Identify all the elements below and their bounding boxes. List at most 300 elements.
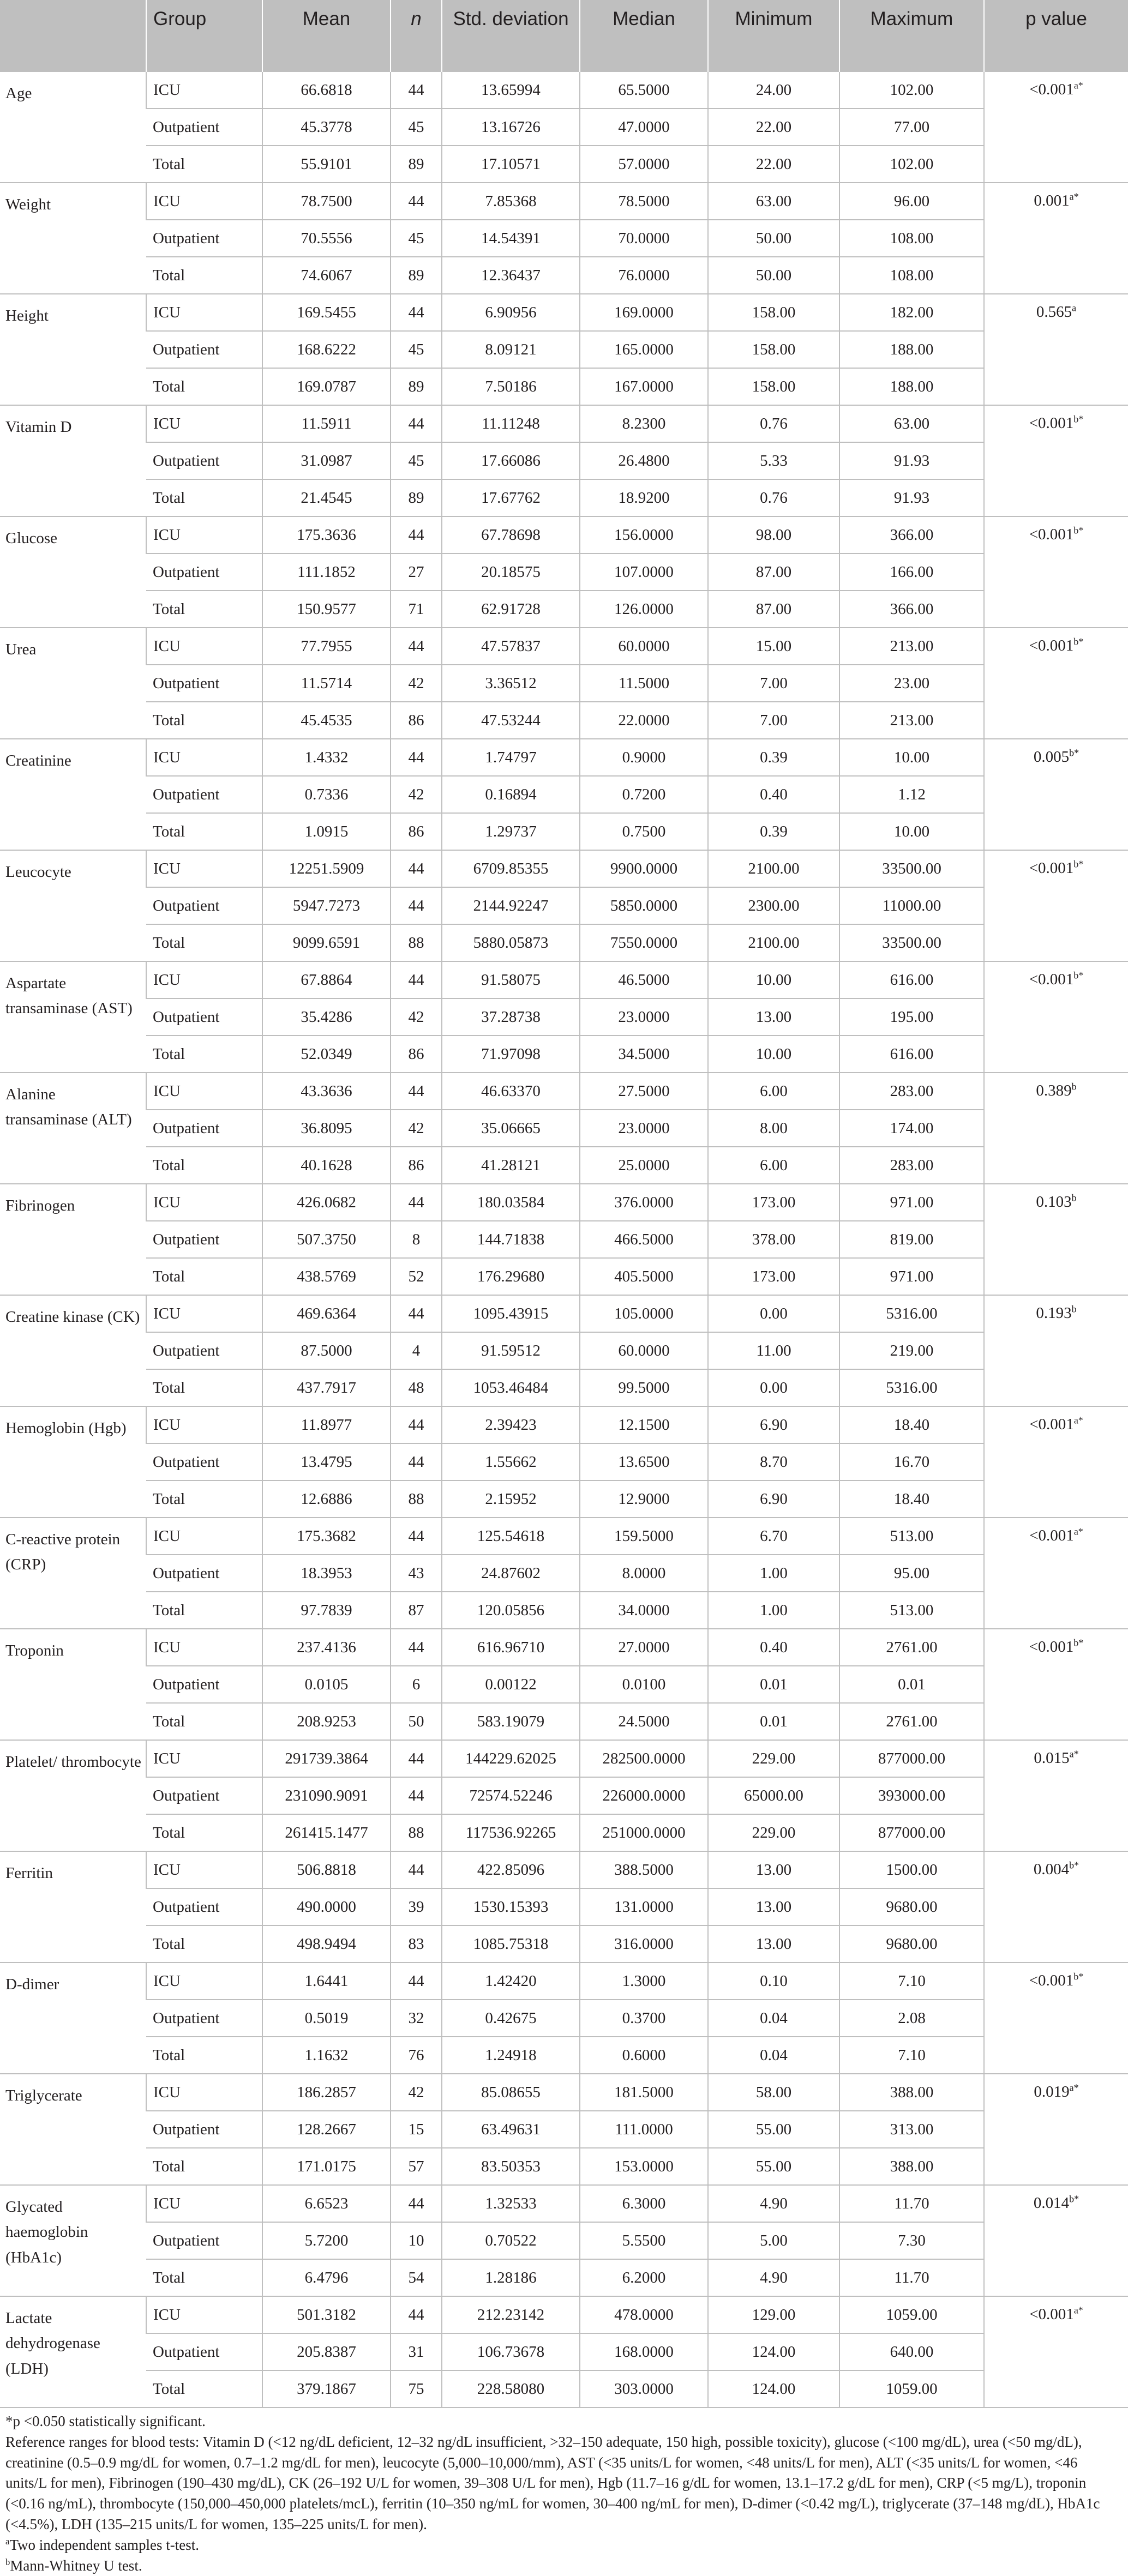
maximum-cell: 7.30 [839,2222,984,2259]
std-deviation-cell: 85.08655 [442,2074,580,2111]
header-median: Median [580,0,708,72]
table-row [0,516,1128,553]
mean-cell: 13.4795 [262,1443,391,1480]
maximum-cell: 971.00 [839,1184,984,1221]
n-cell: 31 [391,2333,442,2370]
group-cell: ICU [146,961,262,998]
table-row [0,887,1128,924]
median-cell: 0.7200 [580,776,708,813]
variable-label: Vitamin D [0,405,146,516]
minimum-cell: 0.04 [708,2000,839,2037]
table-row [0,1518,1128,1555]
table-row [0,1073,1128,1110]
std-deviation-cell: 24.87602 [442,1555,580,1592]
p-value-text: <0.001 [1029,1416,1074,1433]
maximum-cell: 5316.00 [839,1295,984,1332]
minimum-cell: 87.00 [708,553,839,591]
maximum-cell: 513.00 [839,1592,984,1629]
std-deviation-cell: 212.23142 [442,2296,580,2333]
minimum-cell: 0.40 [708,776,839,813]
p-value-footnote-marker: b* [1073,636,1084,647]
n-cell: 44 [391,1740,442,1777]
table-row [0,257,1128,294]
median-cell: 13.6500 [580,1443,708,1480]
p-value-footnote-marker: b* [1069,1859,1079,1871]
maximum-cell: 283.00 [839,1147,984,1184]
p-value-cell [984,961,1128,1073]
minimum-cell: 13.00 [708,1851,839,1888]
table-row [0,1963,1128,2000]
median-cell: 131.0000 [580,1888,708,1925]
n-cell: 89 [391,368,442,405]
maximum-cell: 91.93 [839,479,984,516]
p-value-footnote-marker: a* [1073,2304,1083,2316]
table-row [0,702,1128,739]
n-cell: 44 [391,405,442,442]
p-value-text: 0.389 [1036,1082,1072,1099]
n-cell: 44 [391,2296,442,2333]
mean-cell: 78.7500 [262,183,391,220]
table-row [0,2037,1128,2074]
p-value-cell [984,72,1128,183]
std-deviation-cell: 17.67762 [442,479,580,516]
maximum-cell: 108.00 [839,220,984,257]
group-cell: ICU [146,850,262,887]
n-cell: 87 [391,1592,442,1629]
std-deviation-cell: 1.29737 [442,813,580,850]
n-cell: 42 [391,1110,442,1147]
median-cell: 6.3000 [580,2185,708,2222]
median-cell: 23.0000 [580,998,708,1036]
group-cell: ICU [146,1740,262,1777]
table-row [0,776,1128,813]
mean-cell: 175.3636 [262,516,391,553]
maximum-cell: 1059.00 [839,2296,984,2333]
mean-cell: 1.6441 [262,1963,391,2000]
std-deviation-cell: 7.85368 [442,183,580,220]
mean-cell: 11.5911 [262,405,391,442]
maximum-cell: 108.00 [839,257,984,294]
mean-cell: 0.0105 [262,1666,391,1703]
maximum-cell: 388.00 [839,2074,984,2111]
group-cell: ICU [146,1963,262,2000]
header-minimum: Minimum [708,0,839,72]
mean-cell: 291739.3864 [262,1740,391,1777]
table-row [0,1480,1128,1518]
std-deviation-cell: 13.16726 [442,109,580,146]
table-row [0,2185,1128,2222]
median-cell: 6.2000 [580,2259,708,2296]
p-value-cell [984,1963,1128,2074]
mean-cell: 1.1632 [262,2037,391,2074]
n-cell: 71 [391,591,442,628]
n-cell: 45 [391,442,442,479]
minimum-cell: 55.00 [708,2148,839,2185]
std-deviation-cell: 1085.75318 [442,1925,580,1963]
mean-cell: 507.3750 [262,1221,391,1258]
maximum-cell: 174.00 [839,1110,984,1147]
minimum-cell: 55.00 [708,2111,839,2148]
p-value-cell [984,739,1128,850]
median-cell: 26.4800 [580,442,708,479]
minimum-cell: 1.00 [708,1592,839,1629]
std-deviation-cell: 63.49631 [442,2111,580,2148]
table-row [0,1703,1128,1740]
group-cell: Total [146,1480,262,1518]
median-cell: 5.5500 [580,2222,708,2259]
group-cell: ICU [146,516,262,553]
minimum-cell: 0.10 [708,1963,839,2000]
table-row [0,1814,1128,1851]
p-value-text: <0.001 [1029,637,1074,654]
std-deviation-cell: 11.11248 [442,405,580,442]
group-cell: Outpatient [146,109,262,146]
p-value-cell [984,2185,1128,2296]
median-cell: 27.0000 [580,1629,708,1666]
maximum-cell: 166.00 [839,553,984,591]
maximum-cell: 91.93 [839,442,984,479]
std-deviation-cell: 1.28186 [442,2259,580,2296]
minimum-cell: 6.00 [708,1147,839,1184]
minimum-cell: 24.00 [708,72,839,109]
maximum-cell: 11.70 [839,2185,984,2222]
minimum-cell: 10.00 [708,1036,839,1073]
std-deviation-cell: 1.55662 [442,1443,580,1480]
std-deviation-cell: 7.50186 [442,368,580,405]
minimum-cell: 6.70 [708,1518,839,1555]
median-cell: 405.5000 [580,1258,708,1295]
n-cell: 6 [391,1666,442,1703]
group-cell: ICU [146,1073,262,1110]
median-cell: 376.0000 [580,1184,708,1221]
table-row [0,2111,1128,2148]
table-row [0,2000,1128,2037]
maximum-cell: 11.70 [839,2259,984,2296]
mean-cell: 186.2857 [262,2074,391,2111]
p-value-text: 0.193 [1036,1304,1072,1322]
maximum-cell: 63.00 [839,405,984,442]
median-cell: 282500.0000 [580,1740,708,1777]
variable-label: Aspartate transaminase (AST) [0,961,146,1073]
maximum-cell: 313.00 [839,2111,984,2148]
std-deviation-cell: 12.36437 [442,257,580,294]
median-cell: 78.5000 [580,183,708,220]
n-cell: 88 [391,924,442,961]
minimum-cell: 8.00 [708,1110,839,1147]
n-cell: 44 [391,1777,442,1814]
std-deviation-cell: 0.00122 [442,1666,580,1703]
p-value-text: 0.019 [1034,2083,1070,2100]
maximum-cell: 182.00 [839,294,984,331]
mean-cell: 498.9494 [262,1925,391,1963]
std-deviation-cell: 2144.92247 [442,887,580,924]
n-cell: 4 [391,1332,442,1369]
p-value-footnote-marker: a [1072,302,1077,314]
mean-cell: 74.6067 [262,257,391,294]
minimum-cell: 173.00 [708,1258,839,1295]
median-cell: 12.9000 [580,1480,708,1518]
variable-label: Platelet/ thrombocyte [0,1740,146,1851]
mean-cell: 5.7200 [262,2222,391,2259]
p-value-footnote-marker: b* [1073,970,1084,981]
maximum-cell: 102.00 [839,146,984,183]
minimum-cell: 4.90 [708,2185,839,2222]
median-cell: 105.0000 [580,1295,708,1332]
minimum-cell: 87.00 [708,591,839,628]
table-row [0,813,1128,850]
group-cell: ICU [146,2296,262,2333]
maximum-cell: 10.00 [839,739,984,776]
mean-cell: 111.1852 [262,553,391,591]
mean-cell: 55.9101 [262,146,391,183]
std-deviation-cell: 180.03584 [442,1184,580,1221]
mean-cell: 175.3682 [262,1518,391,1555]
minimum-cell: 4.90 [708,2259,839,2296]
maximum-cell: 33500.00 [839,924,984,961]
maximum-cell: 219.00 [839,1332,984,1369]
p-value-text: <0.001 [1029,526,1074,543]
group-cell: Total [146,702,262,739]
table-row [0,479,1128,516]
table-row [0,1332,1128,1369]
minimum-cell: 229.00 [708,1814,839,1851]
group-cell: Outpatient [146,1777,262,1814]
mean-cell: 52.0349 [262,1036,391,1073]
footnote-significance: *p <0.050 statistically significant. [5,2413,206,2429]
maximum-cell: 513.00 [839,1518,984,1555]
minimum-cell: 0.00 [708,1295,839,1332]
minimum-cell: 22.00 [708,146,839,183]
maximum-cell: 7.10 [839,2037,984,2074]
minimum-cell: 158.00 [708,294,839,331]
p-value-footnote-marker: a* [1073,1415,1083,1426]
median-cell: 126.0000 [580,591,708,628]
p-value-text: <0.001 [1029,859,1074,877]
minimum-cell: 158.00 [708,331,839,368]
std-deviation-cell: 144229.62025 [442,1740,580,1777]
p-value-footnote-marker: b [1071,1192,1077,1203]
n-cell: 44 [391,850,442,887]
minimum-cell: 58.00 [708,2074,839,2111]
group-cell: Outpatient [146,998,262,1036]
maximum-cell: 366.00 [839,591,984,628]
group-cell: ICU [146,405,262,442]
median-cell: 27.5000 [580,1073,708,1110]
median-cell: 316.0000 [580,1925,708,1963]
maximum-cell: 95.00 [839,1555,984,1592]
table-row [0,294,1128,331]
n-cell: 42 [391,2074,442,2111]
std-deviation-cell: 17.10571 [442,146,580,183]
n-cell: 32 [391,2000,442,2037]
table-row [0,2148,1128,2185]
table-row [0,1666,1128,1703]
mean-cell: 11.5714 [262,665,391,702]
p-value-footnote-marker: b* [1073,1971,1084,1982]
median-cell: 0.9000 [580,739,708,776]
maximum-cell: 877000.00 [839,1814,984,1851]
n-cell: 44 [391,628,442,665]
minimum-cell: 1.00 [708,1555,839,1592]
variable-label: Alanine transaminase (ALT) [0,1073,146,1184]
minimum-cell: 63.00 [708,183,839,220]
median-cell: 47.0000 [580,109,708,146]
mean-cell: 1.4332 [262,739,391,776]
maximum-cell: 616.00 [839,1036,984,1073]
p-value-text: <0.001 [1029,1638,1074,1656]
maximum-cell: 9680.00 [839,1888,984,1925]
minimum-cell: 0.01 [708,1666,839,1703]
variable-label: Glucose [0,516,146,628]
maximum-cell: 33500.00 [839,850,984,887]
maximum-cell: 393000.00 [839,1777,984,1814]
std-deviation-cell: 0.42675 [442,2000,580,2037]
p-value-text: 0.014 [1033,2194,1070,2212]
mean-cell: 1.0915 [262,813,391,850]
p-value-cell [984,2074,1128,2185]
group-cell: ICU [146,1295,262,1332]
n-cell: 44 [391,1443,442,1480]
variable-label: Height [0,294,146,405]
std-deviation-cell: 0.16894 [442,776,580,813]
mean-cell: 6.4796 [262,2259,391,2296]
n-cell: 42 [391,665,442,702]
group-cell: Total [146,2259,262,2296]
minimum-cell: 2100.00 [708,924,839,961]
mean-cell: 43.3636 [262,1073,391,1110]
table-row [0,72,1128,109]
std-deviation-cell: 6709.85355 [442,850,580,887]
table-row [0,665,1128,702]
maximum-cell: 188.00 [839,331,984,368]
minimum-cell: 22.00 [708,109,839,146]
header-n [391,0,442,72]
p-value-footnote-marker: a* [1069,1748,1079,1760]
n-cell: 76 [391,2037,442,2074]
std-deviation-cell: 2.15952 [442,1480,580,1518]
group-cell: Total [146,1925,262,1963]
std-deviation-cell: 1095.43915 [442,1295,580,1332]
table-row [0,1740,1128,1777]
minimum-cell: 98.00 [708,516,839,553]
p-value-text: <0.001 [1029,2306,1074,2323]
table-row [0,1888,1128,1925]
maximum-cell: 1059.00 [839,2370,984,2408]
maximum-cell: 2761.00 [839,1703,984,1740]
header-n-text: n [411,8,422,29]
minimum-cell: 11.00 [708,1332,839,1369]
maximum-cell: 0.01 [839,1666,984,1703]
std-deviation-cell: 91.58075 [442,961,580,998]
table-row [0,442,1128,479]
variable-label: Weight [0,183,146,294]
header-maximum: Maximum [839,0,984,72]
maximum-cell: 2.08 [839,2000,984,2037]
maximum-cell: 388.00 [839,2148,984,2185]
minimum-cell: 0.40 [708,1629,839,1666]
table-row [0,628,1128,665]
group-cell: Total [146,257,262,294]
n-cell: 88 [391,1814,442,1851]
median-cell: 24.5000 [580,1703,708,1740]
n-cell: 44 [391,294,442,331]
group-cell: Outpatient [146,1332,262,1369]
maximum-cell: 1500.00 [839,1851,984,1888]
minimum-cell: 6.00 [708,1073,839,1110]
p-value-cell [984,2296,1128,2408]
table-row [0,924,1128,961]
std-deviation-cell: 41.28121 [442,1147,580,1184]
n-cell: 88 [391,1480,442,1518]
variable-label: Glycated haemoglobin (HbA1c) [0,2185,146,2296]
group-cell: Total [146,924,262,961]
header-p-value: p value [984,0,1128,72]
mean-cell: 87.5000 [262,1332,391,1369]
std-deviation-cell: 14.54391 [442,220,580,257]
footnote-a-text: Two independent samples t-test. [9,2536,199,2553]
n-cell: 52 [391,1258,442,1295]
p-value-text: 0.001 [1034,192,1070,209]
p-value-text: 0.103 [1036,1193,1072,1211]
median-cell: 60.0000 [580,1332,708,1369]
footnote-b-text: Mann-Whitney U test. [10,2557,142,2574]
mean-cell: 490.0000 [262,1888,391,1925]
std-deviation-cell: 5880.05873 [442,924,580,961]
variable-label: D-dimer [0,1963,146,2074]
group-cell: ICU [146,1406,262,1443]
mean-cell: 437.7917 [262,1369,391,1406]
std-deviation-cell: 1053.46484 [442,1369,580,1406]
n-cell: 8 [391,1221,442,1258]
mean-cell: 506.8818 [262,1851,391,1888]
maximum-cell: 640.00 [839,2333,984,2370]
median-cell: 34.5000 [580,1036,708,1073]
maximum-cell: 18.40 [839,1406,984,1443]
p-value-text: 0.565 [1036,303,1072,321]
n-cell: 44 [391,1184,442,1221]
table-row [0,2333,1128,2370]
mean-cell: 426.0682 [262,1184,391,1221]
median-cell: 23.0000 [580,1110,708,1147]
n-cell: 44 [391,1295,442,1332]
median-cell: 34.0000 [580,1592,708,1629]
group-cell: Total [146,2148,262,2185]
std-deviation-cell: 17.66086 [442,442,580,479]
std-deviation-cell: 72574.52246 [442,1777,580,1814]
footnote-a: $^a$Two independent samples t-test. [5,2536,199,2553]
n-cell: 75 [391,2370,442,2408]
p-value-footnote-marker: b* [1073,1637,1084,1648]
std-deviation-cell: 1.32533 [442,2185,580,2222]
p-value-cell [984,1073,1128,1184]
mean-cell: 171.0175 [262,2148,391,2185]
group-cell: ICU [146,1851,262,1888]
p-value-text: <0.001 [1029,1527,1074,1544]
median-cell: 466.5000 [580,1221,708,1258]
group-cell: Total [146,1814,262,1851]
mean-cell: 231090.9091 [262,1777,391,1814]
group-cell: ICU [146,294,262,331]
table-row [0,850,1128,887]
minimum-cell: 7.00 [708,702,839,739]
variable-label: Fibrinogen [0,1184,146,1295]
p-value-text: 0.015 [1034,1749,1070,1767]
table-row [0,998,1128,1036]
mean-cell: 0.7336 [262,776,391,813]
mean-cell: 169.0787 [262,368,391,405]
median-cell: 46.5000 [580,961,708,998]
median-cell: 7550.0000 [580,924,708,961]
